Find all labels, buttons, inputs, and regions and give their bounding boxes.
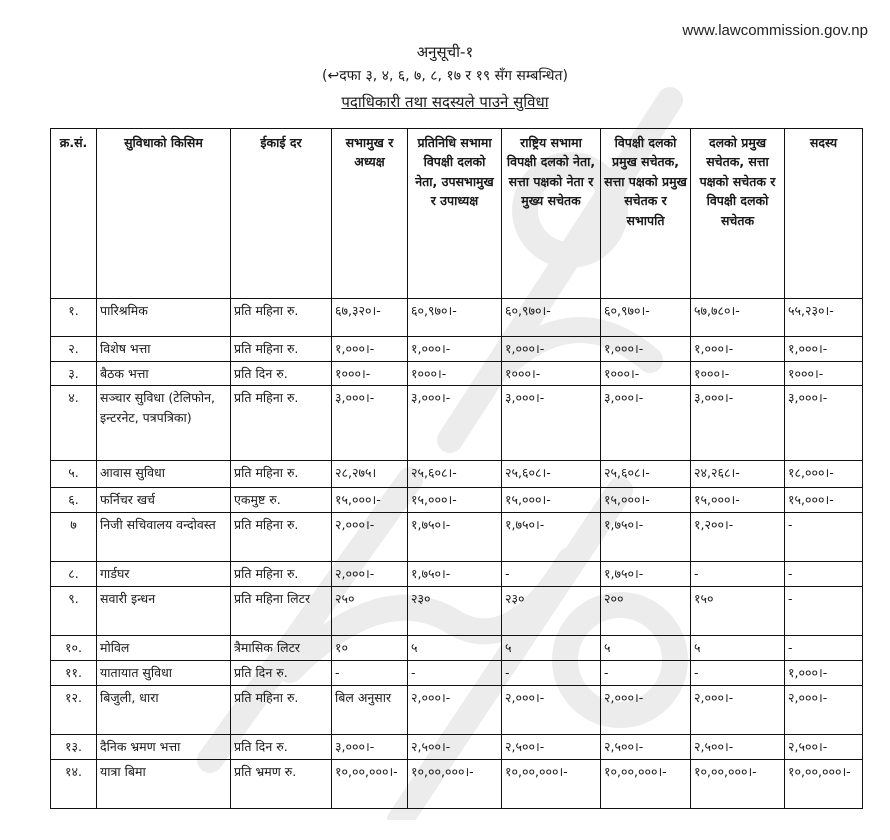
- cell-speaker: बिल अनुसार: [332, 686, 408, 735]
- cell-facility: सवारी इन्धन: [97, 587, 231, 636]
- cell-unit-rate: प्रति महिना रु.: [231, 513, 332, 562]
- cell-hor-opposition: २,०००।-: [408, 686, 502, 735]
- cell-chief-whip: २००: [601, 587, 691, 636]
- cell-serial: १३.: [51, 735, 97, 760]
- cell-unit-rate: एकमुष्ट रु.: [231, 488, 332, 513]
- cell-hor-opposition: १,७५०।-: [408, 513, 502, 562]
- col-header-serial: क्र.सं.: [51, 129, 97, 299]
- cell-na-opposition: १,७५०।-: [502, 513, 601, 562]
- cell-chief-whip: ३,०००।-: [601, 386, 691, 461]
- cell-member: ५५,२३०।-: [785, 299, 863, 337]
- table-row: [51, 562, 863, 587]
- col-header-party-whip: दलको प्रमुख सचेतक, सत्ता पक्षको सचेतक र विपक्षी दलको सचेतक: [691, 129, 785, 299]
- schedule-heading-text: पदाधिकारी तथा सदस्यले पाउने सुविधा: [341, 93, 549, 111]
- cell-party-whip: -: [691, 661, 785, 686]
- cell-facility: निजी सचिवालय वन्दोवस्त: [97, 513, 231, 562]
- cell-hor-opposition: -: [408, 661, 502, 686]
- cell-unit-rate: प्रति दिन रु.: [231, 661, 332, 686]
- cell-hor-opposition: १०,००,०००।-: [408, 760, 502, 809]
- table-row: [51, 386, 863, 461]
- cell-member: १०००।-: [785, 362, 863, 386]
- cell-speaker: ३,०००।-: [332, 386, 408, 461]
- table-row: [51, 362, 863, 386]
- cell-facility: दैनिक भ्रमण भत्ता: [97, 735, 231, 760]
- cell-party-whip: २,०००।-: [691, 686, 785, 735]
- cell-speaker: ३,०००।-: [332, 735, 408, 760]
- cell-na-opposition: ६०,९७०।-: [502, 299, 601, 337]
- cell-na-opposition: १५,०००।-: [502, 488, 601, 513]
- cell-party-whip: १,०००।-: [691, 337, 785, 362]
- cell-member: १०,००,०००।-: [785, 760, 863, 809]
- cell-unit-rate: प्रति भ्रमण रु.: [231, 760, 332, 809]
- cell-unit-rate: प्रति महिना रु.: [231, 461, 332, 488]
- cell-member: -: [785, 562, 863, 587]
- table-row: [51, 337, 863, 362]
- col-header-facility-type: सुविधाको किसिम: [97, 129, 231, 299]
- table-row: [51, 587, 863, 636]
- cell-chief-whip: १,७५०।-: [601, 513, 691, 562]
- cell-speaker: १०,००,०००।-: [332, 760, 408, 809]
- schedule-heading: [0, 92, 890, 112]
- cell-unit-rate: प्रति महिना रु.: [231, 337, 332, 362]
- col-header-unit-rate: ईकाई दर: [231, 129, 332, 299]
- cell-na-opposition: १०००।-: [502, 362, 601, 386]
- cell-na-opposition: २३०: [502, 587, 601, 636]
- cell-serial: ६.: [51, 488, 97, 513]
- cell-unit-rate: प्रति महिना रु.: [231, 686, 332, 735]
- cell-party-whip: १५०: [691, 587, 785, 636]
- col-header-member: सदस्य: [785, 129, 863, 299]
- cell-unit-rate: प्रति महिना लिटर: [231, 587, 332, 636]
- cell-party-whip: १०००।-: [691, 362, 785, 386]
- cell-chief-whip: -: [601, 661, 691, 686]
- cell-hor-opposition: २,५००।-: [408, 735, 502, 760]
- cell-hor-opposition: ३,०००।-: [408, 386, 502, 461]
- annex-title: अनुसूची-१: [416, 43, 474, 61]
- cell-member: ३,०००।-: [785, 386, 863, 461]
- cell-speaker: १०: [332, 636, 408, 661]
- cell-party-whip: १०,००,०००।-: [691, 760, 785, 809]
- cell-unit-rate: प्रति दिन रु.: [231, 735, 332, 760]
- cell-speaker: -: [332, 661, 408, 686]
- cell-party-whip: १५,०००।-: [691, 488, 785, 513]
- cell-speaker: २,०००।-: [332, 513, 408, 562]
- cell-chief-whip: २५,६०८।-: [601, 461, 691, 488]
- cell-facility: मोविल: [97, 636, 231, 661]
- cell-speaker: ६७,३२०।-: [332, 299, 408, 337]
- cell-na-opposition: १,०००।-: [502, 337, 601, 362]
- cell-member: २,०००।-: [785, 686, 863, 735]
- cell-na-opposition: -: [502, 661, 601, 686]
- cell-serial: ७: [51, 513, 97, 562]
- cell-hor-opposition: २३०: [408, 587, 502, 636]
- cell-facility: सञ्चार सुविधा (टेलिफोन, इन्टरनेट, पत्रपत्रिका): [97, 386, 231, 461]
- cell-facility: विशेष भत्ता: [97, 337, 231, 362]
- cell-facility: फर्निचर खर्च: [97, 488, 231, 513]
- cell-facility: बैठक भत्ता: [97, 362, 231, 386]
- cell-member: १,०००।-: [785, 661, 863, 686]
- cell-facility: बिजुली, धारा: [97, 686, 231, 735]
- cell-serial: ४.: [51, 386, 97, 461]
- cell-chief-whip: २,०००।-: [601, 686, 691, 735]
- cell-hor-opposition: २५,६०८।-: [408, 461, 502, 488]
- cell-chief-whip: १०००।-: [601, 362, 691, 386]
- cell-hor-opposition: १,०००।-: [408, 337, 502, 362]
- table-row: [51, 760, 863, 809]
- cell-facility: आवास सुविधा: [97, 461, 231, 488]
- cell-facility: पारिश्रमिक: [97, 299, 231, 337]
- facilities-table: [50, 128, 863, 809]
- table-row: [51, 661, 863, 686]
- cell-facility: यात्रा बिमा: [97, 760, 231, 809]
- cell-speaker: २,०००।-: [332, 562, 408, 587]
- cell-chief-whip: ६०,९७०।-: [601, 299, 691, 337]
- cell-speaker: १०००।-: [332, 362, 408, 386]
- table-header-row: [51, 129, 863, 299]
- cell-serial: ९.: [51, 587, 97, 636]
- cell-speaker: २५०: [332, 587, 408, 636]
- cell-hor-opposition: ६०,९७०।-: [408, 299, 502, 337]
- cell-party-whip: ३,०००।-: [691, 386, 785, 461]
- cell-party-whip: ५: [691, 636, 785, 661]
- cell-member: -: [785, 513, 863, 562]
- cell-na-opposition: ३,०००।-: [502, 386, 601, 461]
- col-header-na-opposition-leader: राष्ट्रिय सभामा विपक्षी दलको नेता, सत्ता पक्षको नेता र मुख्य सचेतक: [502, 129, 601, 299]
- cell-speaker: २८,२७५।: [332, 461, 408, 488]
- cell-hor-opposition: ५: [408, 636, 502, 661]
- cell-serial: ८.: [51, 562, 97, 587]
- cell-na-opposition: ५: [502, 636, 601, 661]
- cell-speaker: १५,०००।-: [332, 488, 408, 513]
- cell-chief-whip: १,७५०।-: [601, 562, 691, 587]
- cell-na-opposition: २,०००।-: [502, 686, 601, 735]
- cell-member: १८,०००।-: [785, 461, 863, 488]
- cell-unit-rate: प्रति महिना रु.: [231, 386, 332, 461]
- col-header-chief-whip: विपक्षी दलको प्रमुख सचेतक, सत्ता पक्षको प्रमुख सचेतक र सभापति: [601, 129, 691, 299]
- cell-serial: १.: [51, 299, 97, 337]
- cell-party-whip: ५७,७८०।-: [691, 299, 785, 337]
- cell-party-whip: १,२००।-: [691, 513, 785, 562]
- cell-chief-whip: १,०००।-: [601, 337, 691, 362]
- table-row: [51, 461, 863, 488]
- cell-serial: १२.: [51, 686, 97, 735]
- cell-na-opposition: २५,६०८।-: [502, 461, 601, 488]
- cell-serial: २.: [51, 337, 97, 362]
- cell-member: -: [785, 636, 863, 661]
- cell-hor-opposition: १,७५०।-: [408, 562, 502, 587]
- table-row: [51, 735, 863, 760]
- cell-unit-rate: प्रति महिना रु.: [231, 299, 332, 337]
- cell-chief-whip: ५: [601, 636, 691, 661]
- cell-serial: १४.: [51, 760, 97, 809]
- cell-member: १,०००।-: [785, 337, 863, 362]
- table-row: [51, 513, 863, 562]
- cell-facility: गार्डघर: [97, 562, 231, 587]
- col-header-speaker-chair: सभामुख र अध्यक्ष: [332, 129, 408, 299]
- cell-serial: १०.: [51, 636, 97, 661]
- cell-unit-rate: प्रति महिना रु.: [231, 562, 332, 587]
- table-row: [51, 488, 863, 513]
- cell-hor-opposition: १०००।-: [408, 362, 502, 386]
- cell-party-whip: -: [691, 562, 785, 587]
- cell-na-opposition: -: [502, 562, 601, 587]
- cell-na-opposition: १०,००,०००।-: [502, 760, 601, 809]
- website-url[interactable]: www.lawcommission.gov.np: [682, 22, 868, 39]
- cell-chief-whip: १५,०००।-: [601, 488, 691, 513]
- col-header-hor-opposition-leader: प्रतिनिधि सभामा विपक्षी दलको नेता, उपसभामुख र उपाध्यक्ष: [408, 129, 502, 299]
- table-row: [51, 686, 863, 735]
- cell-unit-rate: प्रति दिन रु.: [231, 362, 332, 386]
- cell-chief-whip: १०,००,०००।-: [601, 760, 691, 809]
- cell-na-opposition: २,५००।-: [502, 735, 601, 760]
- cell-member: १५,०००।-: [785, 488, 863, 513]
- table-row: [51, 636, 863, 661]
- cell-serial: ११.: [51, 661, 97, 686]
- cell-serial: ५.: [51, 461, 97, 488]
- cell-unit-rate: त्रैमासिक लिटर: [231, 636, 332, 661]
- cell-hor-opposition: १५,०००।-: [408, 488, 502, 513]
- cell-member: -: [785, 587, 863, 636]
- cell-member: २,५००।-: [785, 735, 863, 760]
- cell-facility: यातायात सुविधा: [97, 661, 231, 686]
- cell-party-whip: २,५००।-: [691, 735, 785, 760]
- cell-party-whip: २४,२६८।-: [691, 461, 785, 488]
- cell-serial: ३.: [51, 362, 97, 386]
- cell-chief-whip: २,५००।-: [601, 735, 691, 760]
- table-row: [51, 299, 863, 337]
- cell-speaker: १,०००।-: [332, 337, 408, 362]
- related-sections-note: (↩दफा ३, ४, ६, ७, ८, १७ र १९ सँग सम्बन्धित): [322, 68, 568, 84]
